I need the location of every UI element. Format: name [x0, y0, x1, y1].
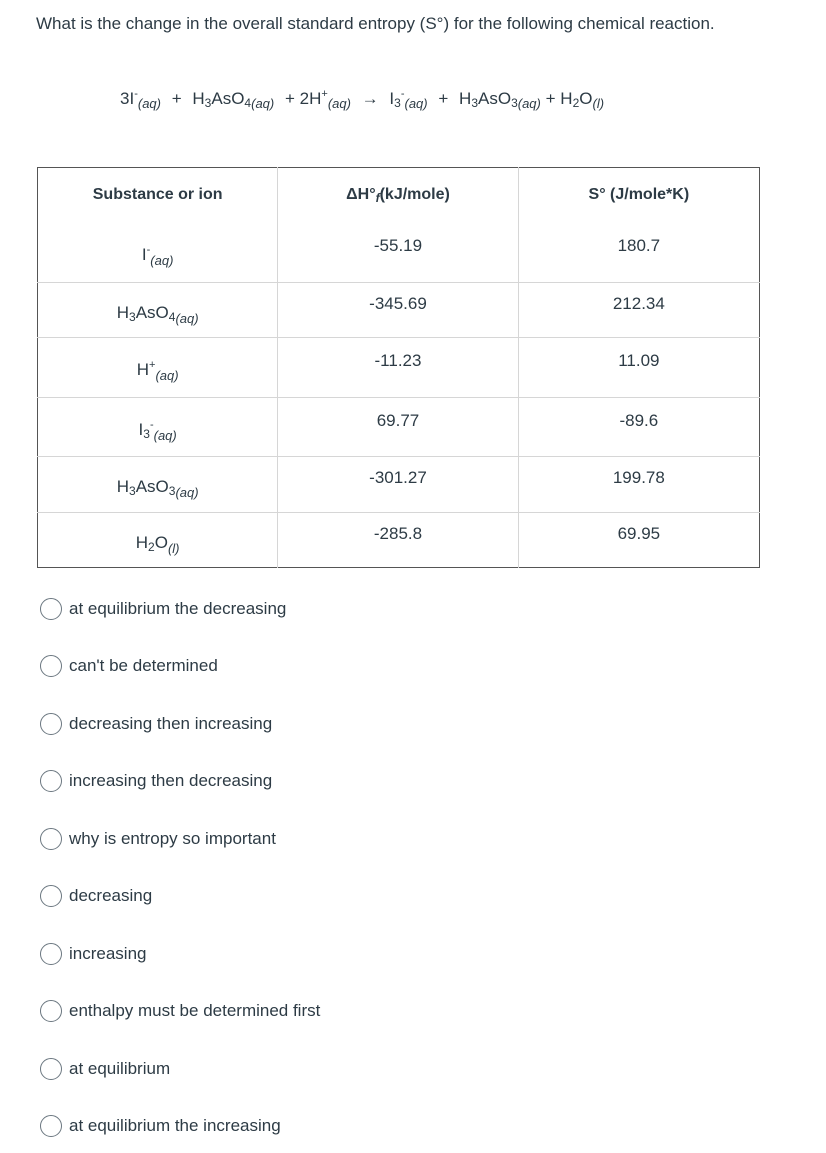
answer-option[interactable] — [40, 768, 272, 794]
substance-cell: $H_3AsO_{3(aq)}$ — [38, 456, 278, 512]
answer-option[interactable] — [40, 711, 272, 737]
substance-cell: $H_3AsO_{4(aq)}$ — [38, 282, 278, 337]
radio-button[interactable] — [40, 1058, 62, 1080]
answer-option[interactable] — [40, 941, 147, 967]
radio-button[interactable] — [40, 713, 62, 735]
answer-option[interactable] — [40, 1056, 170, 1082]
entropy-cell: 180.7 — [617, 235, 661, 255]
enthalpy-cell: -345.69 — [278, 282, 518, 337]
header-entropy: S° (J/mole*K) — [588, 186, 690, 203]
plus-sign: + — [545, 89, 556, 108]
answer-option-label: decreasing then increasing — [69, 714, 273, 733]
enthalpy-cell: -55.19 — [278, 222, 518, 282]
entropy-cell: 212.34 — [612, 293, 665, 313]
answer-option-label: decreasing — [69, 886, 153, 905]
radio-button[interactable] — [40, 598, 62, 620]
answer-option-label: at equilibrium the increasing — [69, 1116, 281, 1135]
radio-button[interactable] — [40, 828, 62, 850]
entropy-cell: 11.09 — [618, 351, 660, 370]
plus-sign: + — [171, 89, 182, 108]
answer-option-label: enthalpy must be determined first — [69, 1001, 321, 1020]
answer-option-label: why is entropy so important — [69, 829, 276, 848]
answer-option-label: can't be determined — [69, 656, 218, 675]
answer-option[interactable] — [40, 596, 286, 622]
enthalpy-cell: 69.77 — [278, 397, 518, 456]
reaction-equation — [120, 82, 760, 116]
enthalpy-cell: -11.23 — [278, 337, 518, 397]
table-row — [38, 397, 760, 456]
table-row — [38, 337, 760, 397]
reactant-hydrogen-ion: $2H^+_{(aq)}$ — [299, 88, 351, 111]
radio-button[interactable] — [40, 1000, 62, 1022]
product-triiodide: $I_3^-_{(aq)}$ — [389, 88, 428, 111]
substance-cell: $I^-_{(aq)}$ — [38, 222, 278, 282]
radio-button[interactable] — [40, 1115, 62, 1137]
answer-option[interactable] — [40, 653, 218, 679]
substance-cell: $I_3^-_{(aq)}$ — [38, 397, 278, 456]
plus-sign: + — [438, 89, 449, 108]
entropy-cell: -89.6 — [619, 410, 659, 430]
radio-button[interactable] — [40, 770, 62, 792]
substance-cell: $H^+_{(aq)}$ — [38, 337, 278, 397]
answer-option-label: at equilibrium the decreasing — [69, 599, 287, 618]
reactant-iodide: $3I^-_{(aq)}$ — [120, 88, 161, 111]
answer-option[interactable] — [40, 883, 152, 909]
answer-option[interactable] — [40, 1113, 281, 1139]
answer-option-label: increasing — [69, 944, 147, 963]
radio-button[interactable] — [40, 885, 62, 907]
reaction-arrow: → — [361, 89, 379, 108]
table-row — [38, 456, 760, 512]
entropy-cell: 69.95 — [617, 523, 661, 543]
enthalpy-cell: -285.8 — [278, 512, 518, 567]
header-substance: Substance or ion — [38, 168, 278, 223]
product-arsenous-acid: $H_3AsO_{3(aq)}$ — [459, 89, 541, 111]
plus-sign: + — [284, 89, 295, 108]
table-row — [38, 222, 760, 282]
header-enthalpy: $\Delta H^\circ_f(kJ/mole)$ — [278, 168, 518, 223]
reactant-arsenic-acid: $H_3AsO_{4(aq)}$ — [192, 89, 275, 111]
radio-button[interactable] — [40, 655, 62, 677]
enthalpy-cell: -301.27 — [278, 456, 518, 512]
table-row — [38, 282, 760, 337]
product-water: $H_2O_{(l)}$ — [560, 89, 605, 111]
answer-option[interactable] — [40, 826, 276, 852]
radio-button[interactable] — [40, 943, 62, 965]
question-text: What is the change in the overall standard entropy (S°) for the following chemical reaction. — [36, 14, 715, 33]
table-row — [38, 512, 760, 567]
entropy-cell: 199.78 — [612, 468, 665, 487]
answer-option-label: increasing then decreasing — [69, 771, 273, 790]
answer-option-label: at equilibrium — [69, 1059, 171, 1078]
substance-cell: $H_2O_{(l)}$ — [38, 512, 278, 567]
answer-option[interactable] — [40, 998, 320, 1024]
thermo-data-table — [37, 167, 760, 568]
